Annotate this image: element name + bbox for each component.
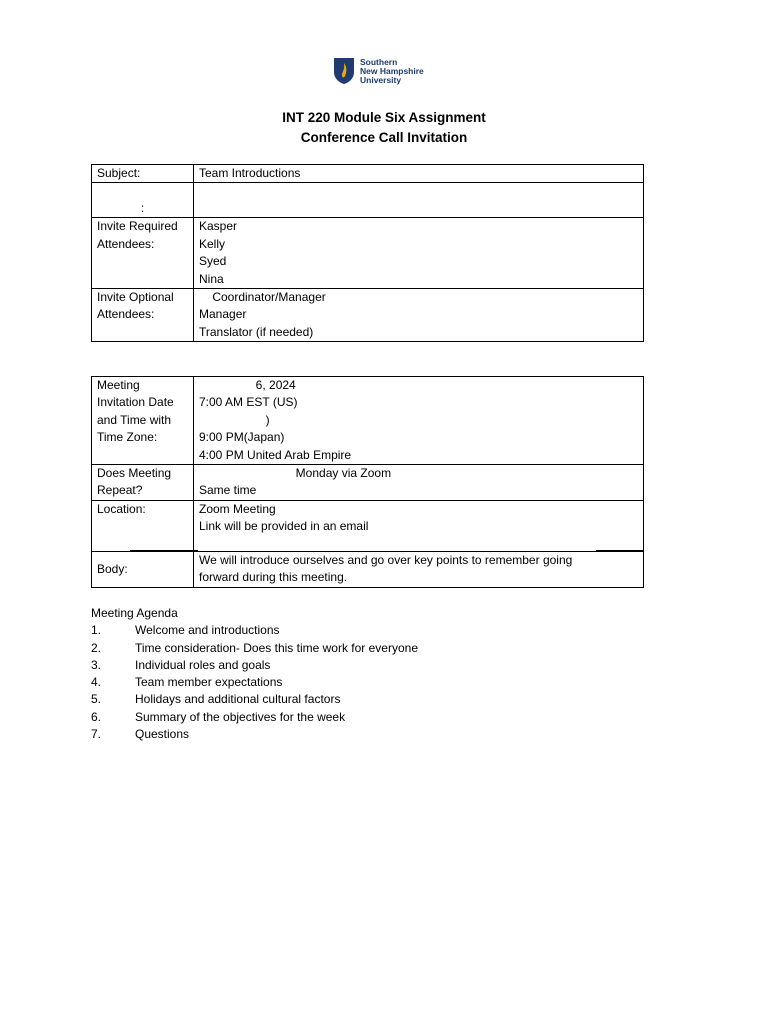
value-line: 9:00 PM(Japan) <box>199 430 285 445</box>
value-line: Link will be provided in an email <box>199 519 369 534</box>
list-text: Holidays and additional cultural factors <box>135 692 341 707</box>
snhu-logo <box>333 56 424 86</box>
list-number: 4. <box>91 675 102 690</box>
table-row <box>92 289 644 342</box>
label-line: Attendees: <box>97 307 155 322</box>
required-attendees-label <box>92 218 194 289</box>
blank-label <box>92 183 194 218</box>
label-line: Meeting <box>97 378 140 392</box>
label-line: Time Zone: <box>97 430 158 445</box>
value-line: Same time <box>199 483 257 498</box>
list-number: 1. <box>91 623 102 638</box>
datetime-value <box>194 377 644 465</box>
required-attendees-list <box>194 218 644 289</box>
label-line: Attendees: <box>97 236 155 251</box>
shield-flame-icon <box>333 57 355 85</box>
list-item <box>91 674 418 691</box>
table-row <box>92 500 644 551</box>
list-number: 7. <box>91 727 102 742</box>
logo-line: University <box>360 74 402 85</box>
attendee-role: Manager <box>199 307 247 322</box>
list-text: Welcome and introductions <box>135 623 280 638</box>
optional-attendees-list <box>194 289 644 342</box>
value-line: Zoom Meeting <box>199 501 276 516</box>
list-number: 6. <box>91 709 102 724</box>
value-line: ) <box>199 412 270 427</box>
attendee-name: Nina <box>199 271 224 286</box>
table-row <box>92 218 644 289</box>
location-value <box>194 500 644 551</box>
title-line-1: INT 220 Module Six Assignment <box>282 110 486 125</box>
body-label: Body: <box>92 551 194 587</box>
title-line-2: Conference Call Invitation <box>300 130 468 145</box>
divider <box>130 550 198 551</box>
value-line: We will introduce ourselves and go over key points to remember going <box>199 552 573 567</box>
table-row <box>92 465 644 501</box>
list-number: 2. <box>91 640 102 655</box>
agenda-heading: Meeting Agenda <box>91 606 178 620</box>
repeat-label <box>92 465 194 501</box>
meeting-details-table <box>91 376 644 588</box>
body-value <box>194 551 644 587</box>
blank-value <box>194 183 644 218</box>
repeat-value <box>194 465 644 501</box>
datetime-label <box>92 377 194 465</box>
value-line: 6, 2024 <box>199 378 296 392</box>
logo-line: New Hampshire <box>360 65 424 76</box>
label-line: Invite Optional <box>97 290 174 305</box>
list-text: Individual roles and goals <box>135 657 271 672</box>
label-line: Repeat? <box>97 483 143 498</box>
attendee-role: Coordinator/Manager <box>199 290 326 305</box>
table-row <box>92 551 644 587</box>
label-line: Does Meeting <box>97 466 172 481</box>
list-item <box>91 622 418 639</box>
subject-label: Subject: <box>92 165 194 183</box>
optional-attendees-label <box>92 289 194 342</box>
label-line: and Time with <box>97 412 172 427</box>
attendee-name: Kelly <box>199 236 226 251</box>
attendee-name: Syed <box>199 254 227 269</box>
attendee-role: Translator (if needed) <box>199 324 314 339</box>
divider <box>596 550 644 551</box>
list-item <box>91 726 418 743</box>
location-label: Location: <box>92 500 194 551</box>
table-row <box>92 377 644 465</box>
colon-text: : <box>140 201 145 215</box>
subject-value: Team Introductions <box>194 165 644 183</box>
list-text: Team member expectations <box>135 675 283 690</box>
list-number: 3. <box>91 657 102 672</box>
label-line: Invite Required <box>97 219 178 234</box>
list-item <box>91 709 418 726</box>
value-line: Monday via Zoom <box>199 466 392 481</box>
list-text: Questions <box>135 727 190 742</box>
label-line: Invitation Date <box>97 395 174 410</box>
meeting-agenda <box>91 605 418 743</box>
invitation-table <box>91 164 644 342</box>
table-row <box>92 183 644 218</box>
logo-line: Southern <box>360 56 398 67</box>
value-line: forward during this meeting. <box>199 570 348 585</box>
list-item <box>91 691 418 708</box>
value-line: 4:00 PM United Arab Empire <box>199 447 352 462</box>
attendee-name: Kasper <box>199 219 238 234</box>
list-number: 5. <box>91 692 102 707</box>
list-item <box>91 657 418 674</box>
list-text: Time consideration- Does this time work for everyone <box>135 640 418 655</box>
value-line: 7:00 AM EST (US) <box>199 395 298 410</box>
list-item <box>91 640 418 657</box>
list-text: Summary of the objectives for the week <box>135 709 346 724</box>
logo-wordmark <box>360 58 424 85</box>
table-row <box>92 165 644 183</box>
document-title <box>0 108 768 148</box>
